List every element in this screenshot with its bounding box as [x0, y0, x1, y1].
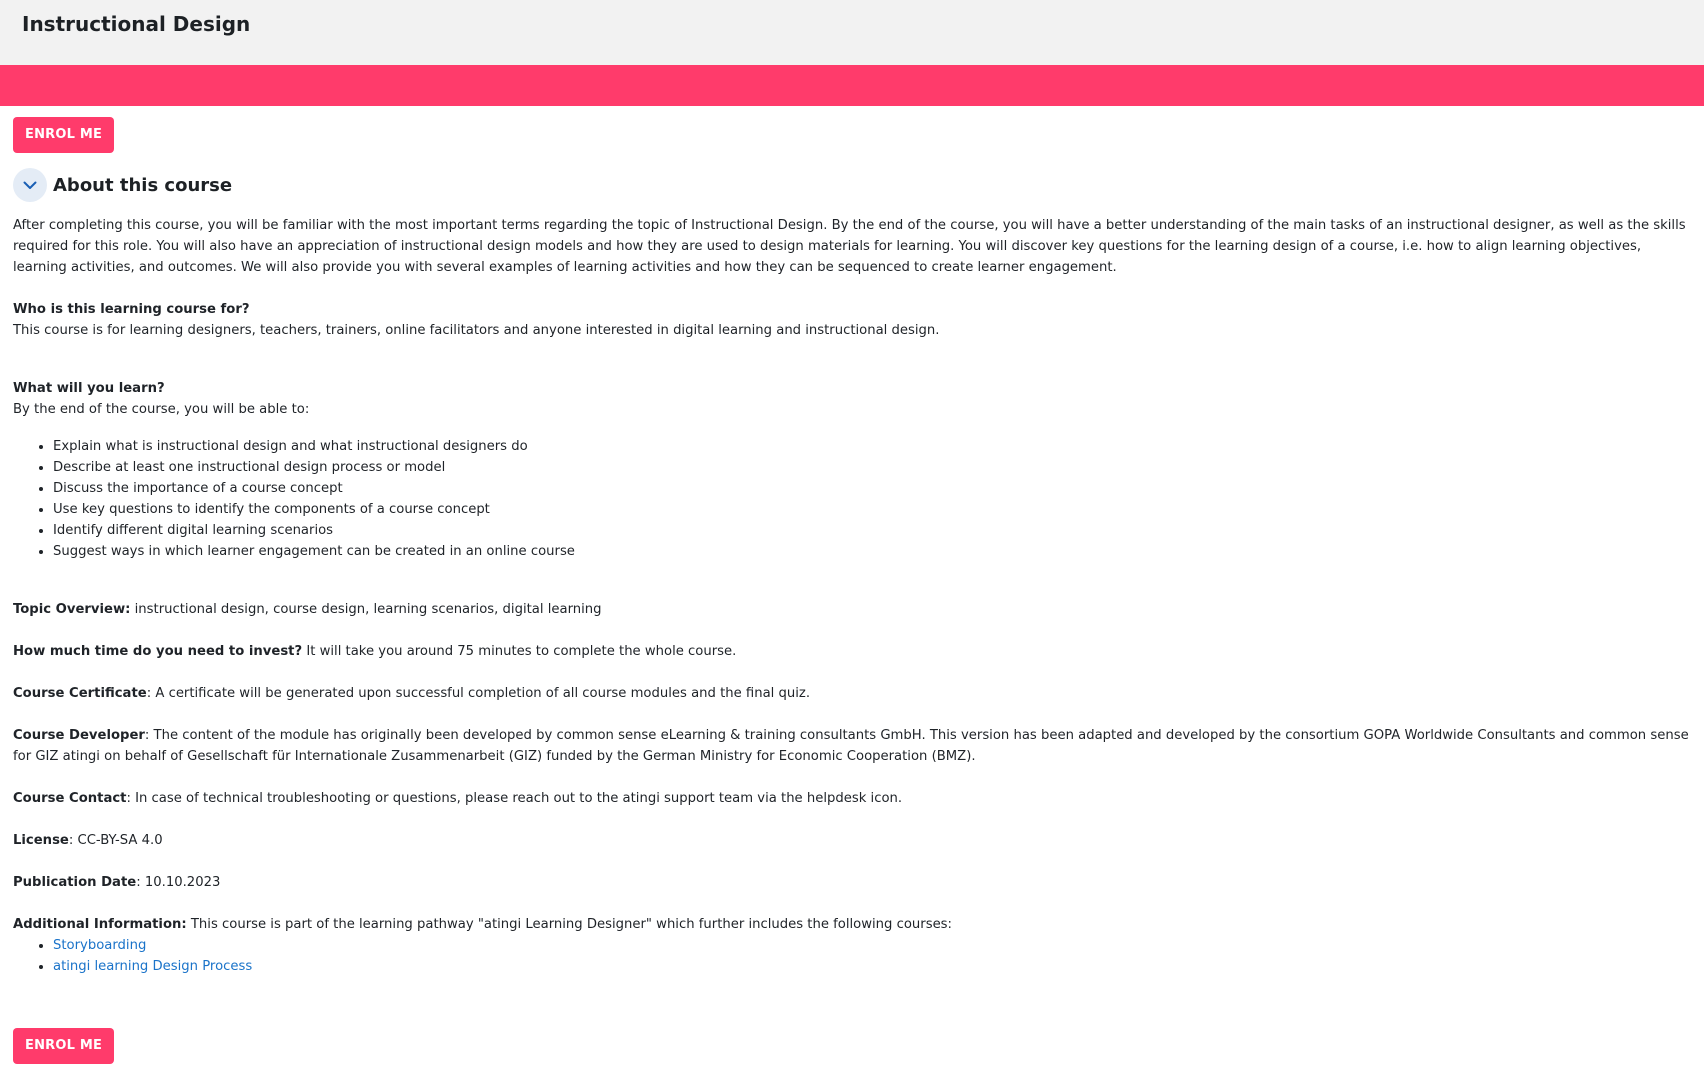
list-item: • Use key questions to identify the components of a course concept — [53, 499, 1691, 520]
publication-date — [13, 872, 1691, 893]
contact-value: : In case of technical troubleshooting or questions, please reach out to the atingi support team via the helpdesk icon. — [126, 791, 903, 806]
license-value: : CC-BY-SA 4.0 — [68, 833, 163, 848]
about-intro: After completing this course, you will be familiar with the most important terms regarding the topic of Instructional Design. By the end of the course, you will have a better understanding of the main tasks of an instructional designer, as well as the skills required for this role. You will also have an appreciation of instructional design models and how they are used to design materials for learning. You will discover key questions for the learning design of a course, i.e. how to align learning objectives, learning activities, and outcomes. We will also provide you with several examples of learning activities and how they can be sequenced to create learner engagement. — [13, 218, 1686, 275]
page-title: Instructional Design — [22, 12, 251, 36]
enrol-button-bottom[interactable]: ENROL ME — [13, 1028, 114, 1064]
course-contact — [13, 788, 1691, 809]
list-item: • Describe at least one instructional design process or model — [53, 457, 1691, 478]
list-item: • Identify different digital learning scenarios — [53, 520, 1691, 541]
license-label: License — [13, 833, 69, 848]
dev-label: Course Developer — [13, 728, 145, 743]
page-header — [0, 0, 1704, 65]
course-link-storyboarding[interactable]: Storyboarding — [53, 938, 147, 953]
course-link-design-process[interactable]: atingi learning Design Process — [53, 959, 253, 974]
about-title: About this course — [53, 174, 233, 196]
related-courses — [13, 935, 1691, 977]
topic-label: Topic Overview: — [13, 602, 131, 617]
course-certificate — [13, 683, 1691, 704]
topic-value: instructional design, course design, learning scenarios, digital learning — [130, 602, 602, 617]
who-section — [13, 299, 1691, 341]
course-summary — [0, 106, 1704, 1064]
chevron-down-icon[interactable] — [13, 168, 47, 202]
who-heading: Who is this learning course for? — [13, 302, 250, 317]
list-item — [53, 956, 1691, 977]
additional-information — [13, 914, 1691, 935]
cert-label: Course Certificate — [13, 686, 147, 701]
about-section-header[interactable] — [13, 167, 1691, 203]
license — [13, 830, 1691, 851]
addl-value: This course is part of the learning pathway "atingi Learning Designer" which further includes the following courses: — [186, 917, 952, 932]
course-developer — [13, 725, 1691, 767]
enrol-button-top[interactable]: ENROL ME — [13, 117, 114, 153]
time-label: How much time do you need to invest? — [13, 644, 303, 659]
time-invest — [13, 641, 1691, 662]
addl-label: Additional Information: — [13, 917, 187, 932]
what-heading: What will you learn? — [13, 381, 165, 396]
dev-value: : The content of the module has originally been developed by common sense eLearning & training consultants GmbH. This version has been adapted and developed by the consortium GOPA Worldwide Consultants and common sense for GIZ atingi on behalf of Gesellschaft für Internationale Zusammenarbeit (GIZ) funded by the German Ministry for Economic Cooperation (BMZ). — [13, 728, 1689, 764]
list-item: • Suggest ways in which learner engagement can be created in an online course — [53, 541, 1691, 562]
course-banner — [0, 65, 1704, 106]
cert-value: : A certificate will be generated upon successful completion of all course modules and the final quiz. — [146, 686, 811, 701]
topic-overview — [13, 599, 1691, 620]
who-text: This course is for learning designers, teachers, trainers, online facilitators and anyone interested in digital learning and instructional design. — [13, 323, 940, 338]
date-value: : 10.10.2023 — [136, 875, 221, 890]
list-item — [53, 935, 1691, 956]
list-item: • Discuss the importance of a course concept — [53, 478, 1691, 499]
contact-label: Course Contact — [13, 791, 127, 806]
what-section — [13, 378, 1691, 562]
what-lead: By the end of the course, you will be able to: — [13, 402, 310, 417]
learning-goals — [13, 436, 1691, 562]
time-value: It will take you around 75 minutes to complete the whole course. — [302, 644, 737, 659]
list-item: • Explain what is instructional design and what instructional designers do — [53, 436, 1691, 457]
date-label: Publication Date — [13, 875, 137, 890]
